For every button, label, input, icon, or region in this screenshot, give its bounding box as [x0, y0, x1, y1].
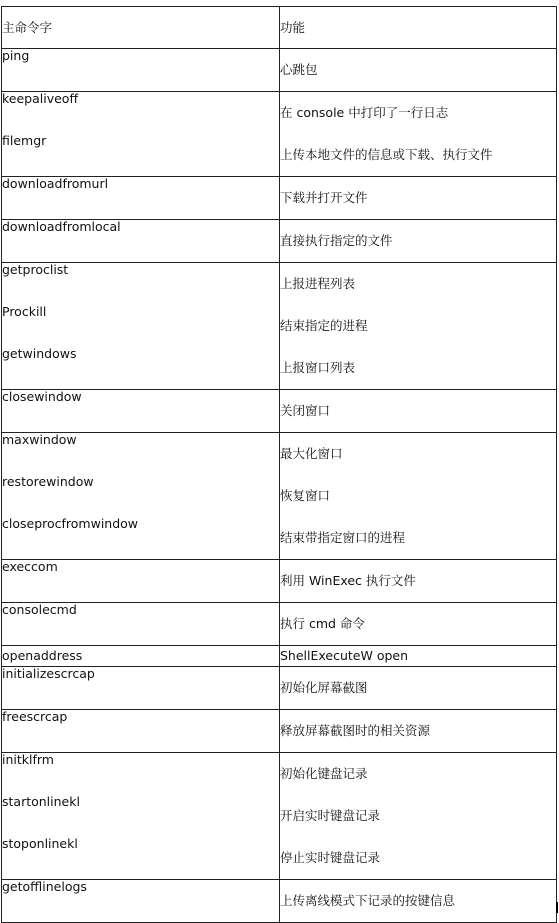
command-name: startonlinekl [2, 794, 80, 809]
command-cell [2, 560, 280, 603]
function-description: 开启实时键盘记录 [280, 808, 381, 823]
command-name: ping [2, 48, 30, 63]
table-row [2, 220, 557, 263]
command-name: openaddress [2, 648, 83, 663]
function-description: 结束带指定窗口的进程 [280, 530, 406, 545]
table-row [2, 667, 557, 710]
function-cell [280, 92, 557, 177]
table-row [2, 433, 557, 560]
function-description: 最大化窗口 [280, 446, 343, 461]
table-row [2, 710, 557, 753]
function-description: 上传离线模式下记录的按键信息 [280, 893, 456, 908]
function-cell [280, 433, 557, 560]
function-cell [280, 177, 557, 220]
table-row [2, 646, 557, 667]
function-description: 上报窗口列表 [280, 360, 356, 375]
function-description: 下载并打开文件 [280, 190, 368, 205]
header-command: 主命令字 [2, 7, 280, 49]
function-description: 关闭窗口 [280, 403, 331, 418]
command-cell [2, 390, 280, 433]
table-row [2, 263, 557, 390]
command-cell [2, 433, 280, 560]
function-description: 初始化键盘记录 [280, 766, 368, 781]
function-cell [280, 390, 557, 433]
page-edge-mark [556, 902, 558, 913]
function-description: 释放屏幕截图时的相关资源 [280, 723, 431, 738]
command-cell [2, 753, 280, 880]
table-row [2, 603, 557, 646]
function-description: ShellExecuteW open [280, 648, 409, 663]
table-row [2, 880, 557, 923]
table-body [2, 7, 557, 923]
table-row [2, 390, 557, 433]
function-description: 初始化屏幕截图 [280, 680, 368, 695]
function-description: 结束指定的进程 [280, 318, 368, 333]
function-description: 利用 WinExec 执行文件 [280, 573, 416, 588]
function-cell [280, 560, 557, 603]
function-cell [280, 263, 557, 390]
command-cell [2, 49, 280, 92]
command-name: closeprocfromwindow [2, 516, 139, 531]
command-name: initklfrm [2, 752, 54, 767]
function-description: 在 console 中打印了一行日志 [280, 105, 449, 120]
function-description: 上传本地文件的信息或下载、执行文件 [280, 147, 493, 162]
function-cell [280, 220, 557, 263]
command-cell [2, 177, 280, 220]
table-row [2, 92, 557, 177]
command-cell [2, 603, 280, 646]
function-cell [280, 667, 557, 710]
table-header-row [2, 7, 557, 49]
command-name: closewindow [2, 389, 82, 404]
command-name: consolecmd [2, 602, 77, 617]
command-name: keepaliveoff [2, 91, 79, 106]
command-name: stoponlinekl [2, 836, 78, 851]
header-function: 功能 [280, 7, 557, 49]
command-table [1, 6, 557, 923]
command-name: Prockill [2, 304, 47, 319]
function-description: 停止实时键盘记录 [280, 850, 381, 865]
table-row [2, 753, 557, 880]
command-name: getofflinelogs [2, 879, 87, 894]
command-name: freescrcap [2, 709, 68, 724]
command-cell [2, 263, 280, 390]
function-cell [280, 603, 557, 646]
command-name: downloadfromlocal [2, 219, 121, 234]
command-cell [2, 667, 280, 710]
command-cell [2, 710, 280, 753]
command-cell [2, 880, 280, 923]
function-cell [280, 49, 557, 92]
command-name: initializescrcap [2, 666, 95, 681]
command-name: downloadfromurl [2, 176, 109, 191]
command-cell [2, 92, 280, 177]
command-name: restorewindow [2, 474, 94, 489]
function-cell [280, 880, 557, 923]
table-row [2, 560, 557, 603]
table-row [2, 177, 557, 220]
function-description: 直接执行指定的文件 [280, 233, 393, 248]
table-row [2, 49, 557, 92]
command-cell [2, 646, 280, 667]
function-description: 执行 cmd 命令 [280, 616, 365, 631]
command-name: getproclist [2, 262, 69, 277]
function-cell [280, 646, 557, 667]
command-name: execcom [2, 559, 58, 574]
function-cell [280, 753, 557, 880]
function-description: 恢复窗口 [280, 488, 331, 503]
command-cell [2, 220, 280, 263]
command-name: getwindows [2, 346, 77, 361]
command-name: filemgr [2, 133, 47, 148]
command-name: maxwindow [2, 432, 77, 447]
function-cell [280, 710, 557, 753]
function-description: 心跳包 [280, 62, 318, 77]
function-description: 上报进程列表 [280, 276, 356, 291]
